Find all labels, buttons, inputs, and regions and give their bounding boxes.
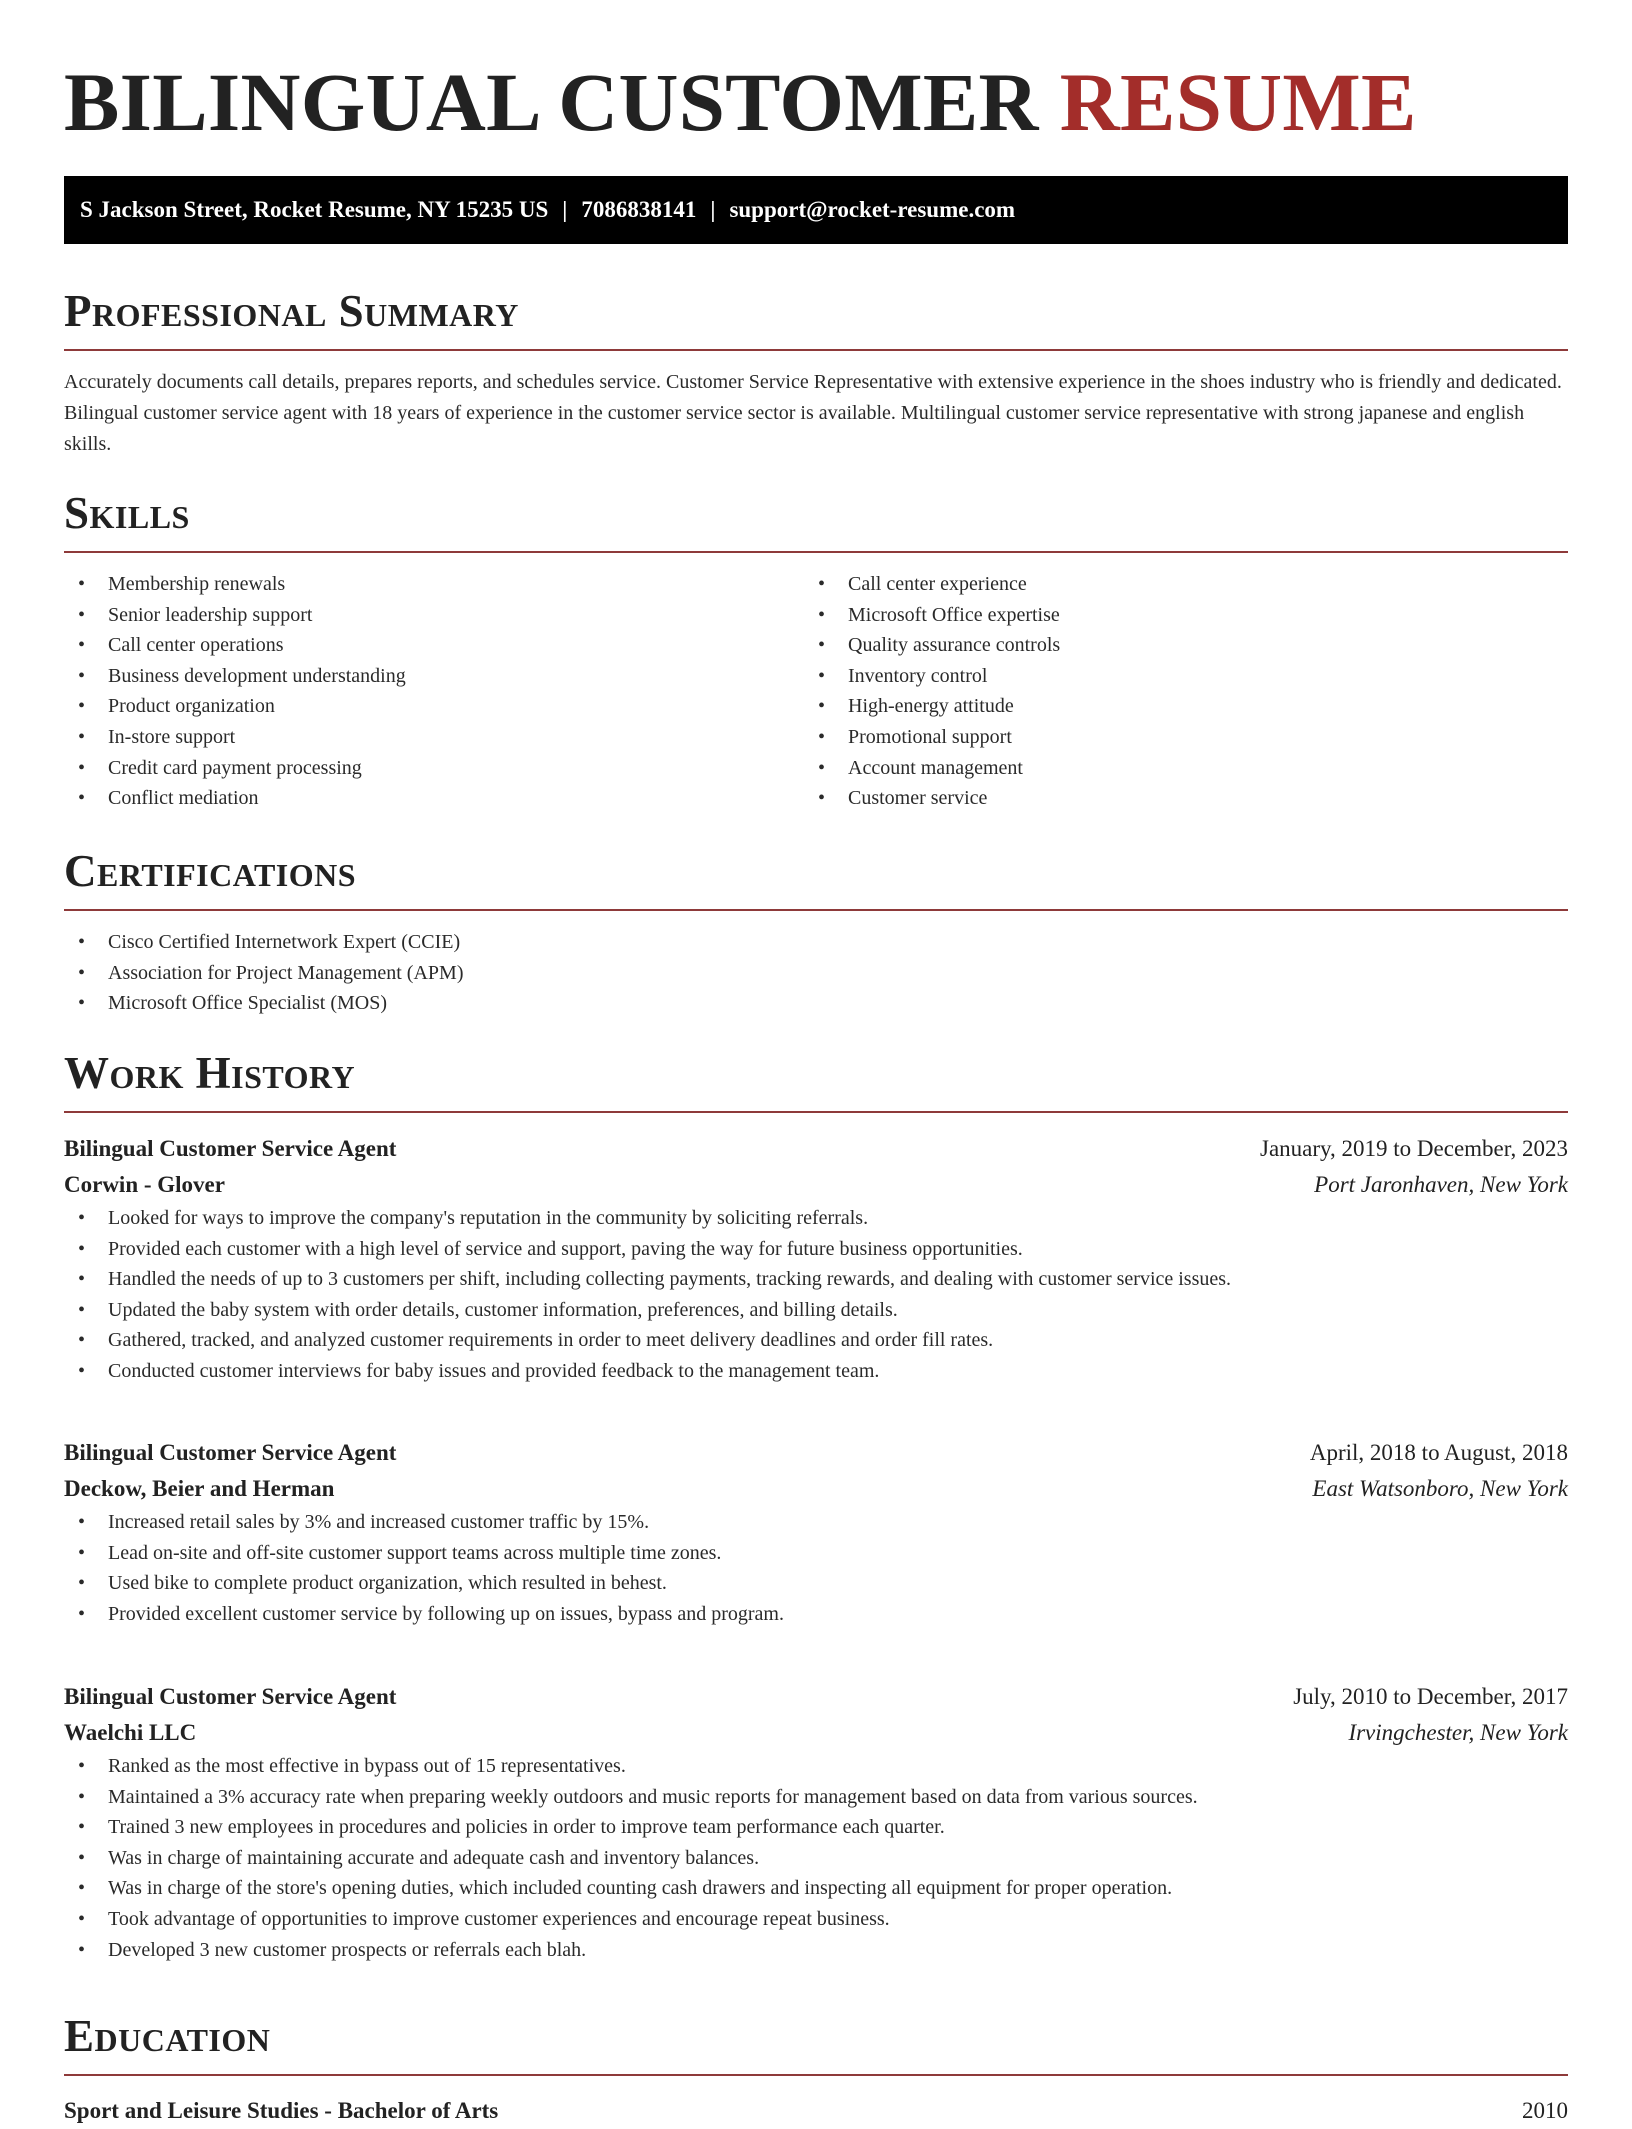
- skill-item: • Credit card payment processing: [78, 756, 362, 779]
- job-header: [64, 1435, 1568, 1471]
- contact-address: S Jackson Street, Rocket Resume, NY 15235 US: [80, 197, 549, 222]
- job-subheader: [64, 1471, 1568, 1507]
- contact-separator: |: [562, 197, 568, 222]
- certification-item: • Cisco Certified Internetwork Expert (CCIE): [78, 931, 461, 953]
- skill-item: • In-store support: [78, 725, 236, 748]
- professional-summary-section: [64, 283, 1568, 460]
- skills-list-right: [804, 569, 1544, 814]
- job-dates: April, 2018 to August, 2018: [1309, 1440, 1568, 1465]
- job-bullet: • Lead on-site and off-site customer support teams across multiple time zones.: [78, 1541, 722, 1564]
- job-location: Irvingchester, New York: [1348, 1720, 1568, 1745]
- job-header: [64, 1131, 1568, 1167]
- certification-item: • Microsoft Office Specialist (MOS): [78, 992, 388, 1015]
- education-degree: Sport and Leisure Studies - Bachelor of Arts: [64, 2098, 499, 2123]
- job-company: Waelchi LLC: [64, 1720, 197, 1745]
- job-location: Port Jaronhaven, New York: [1314, 1172, 1568, 1197]
- skill-item: • Membership renewals: [78, 573, 286, 595]
- job-company: Corwin - Glover: [64, 1172, 225, 1197]
- job-bullet: • Provided each customer with a high level of service and support, paving the way for future business opportunities.: [78, 1237, 1023, 1260]
- certifications-list: [64, 927, 1568, 1019]
- skill-item: • High-energy attitude: [818, 695, 1014, 718]
- certifications-section: [64, 843, 1568, 1019]
- job-role: Bilingual Customer Service Agent: [64, 1684, 397, 1709]
- contact-bar: [64, 176, 1568, 244]
- job-bullet: • Trained 3 new employees in procedures and policies in order to improve team performance each quarter.: [78, 1816, 945, 1839]
- work-history-section: [64, 1045, 1568, 1113]
- skill-item: • Quality assurance controls: [818, 634, 1061, 657]
- resume-page: [64, 0, 1568, 2123]
- job-bullet: • Handled the needs of up to 3 customers per shift, including collecting payments, tracking rewards, and dealing with customer service issues.: [78, 1268, 1232, 1291]
- job-role: Bilingual Customer Service Agent: [64, 1136, 397, 1161]
- job-subheader: [64, 1715, 1568, 1751]
- skill-item: • Product organization: [78, 695, 275, 718]
- job-bullet: • Updated the baby system with order details, customer information, preferences, and billing details.: [78, 1298, 898, 1321]
- job-bullet: • Was in charge of the store's opening duties, which included counting cash drawers and inspecting all equipment for proper operation.: [78, 1877, 1173, 1900]
- education-section: [64, 2008, 1568, 2076]
- job-entry: [64, 1435, 1568, 1629]
- skill-item: • Inventory control: [818, 664, 988, 687]
- section-title: Work History: [64, 1048, 356, 1098]
- job-bullet: • Provided excellent customer service by following up on issues, bypass and program.: [78, 1602, 784, 1625]
- skill-item: • Promotional support: [818, 725, 1012, 748]
- skill-item: • Call center experience: [818, 573, 1027, 595]
- job-bullet: • Developed 3 new customer prospects or referrals each blah.: [78, 1938, 587, 1961]
- section-title: Skills: [64, 488, 190, 538]
- section-divider: [64, 1111, 1568, 1113]
- section-divider: [64, 2074, 1568, 2076]
- section-divider: [64, 551, 1568, 553]
- section-title: Professional Summary: [64, 286, 519, 336]
- job-bullet: • Maintained a 3% accuracy rate when preparing weekly outdoors and music reports for management based on data from various sources.: [78, 1785, 1198, 1808]
- job-bullet: • Conducted customer interviews for baby issues and provided feedback to the management team.: [78, 1359, 880, 1382]
- job-role: Bilingual Customer Service Agent: [64, 1440, 397, 1465]
- skill-item: • Business development understanding: [78, 664, 406, 687]
- skills-list-left: [64, 569, 804, 814]
- job-bullet: • Increased retail sales by 3% and increased customer traffic by 15%.: [78, 1511, 650, 1533]
- job-dates: January, 2019 to December, 2023: [1260, 1136, 1568, 1161]
- education-entry: [64, 2093, 1568, 2129]
- section-title: Education: [64, 2011, 271, 2061]
- skill-item: • Customer service: [818, 787, 988, 810]
- job-company: Deckow, Beier and Herman: [64, 1476, 335, 1501]
- job-header: [64, 1679, 1568, 1715]
- job-entry: [64, 1679, 1568, 1965]
- job-bullets: [64, 1507, 1568, 1629]
- section-divider: [64, 909, 1568, 911]
- skill-item: • Senior leadership support: [78, 603, 313, 626]
- job-bullet: • Used bike to complete product organization, which resulted in behest.: [78, 1572, 667, 1595]
- summary-text: Accurately documents call details, prepares reports, and schedules service. Customer Service Representative with extensive experience in the shoes industry who is friendly and dedicated. Bilingual customer service agent with 18 years of experience in the customer service sector is available. Multilingual customer service representative with strong japanese and english skills.: [64, 371, 1562, 455]
- skill-item: • Account management: [818, 756, 1023, 779]
- job-bullet: • Took advantage of opportunities to improve customer experiences and encourage repeat business.: [78, 1907, 890, 1930]
- resume-title: [64, 0, 1568, 160]
- job-entry: [64, 1131, 1568, 1387]
- education-header: [64, 2093, 1568, 2129]
- skill-item: • Conflict mediation: [78, 787, 259, 810]
- job-bullet: • Gathered, tracked, and analyzed customer requirements in order to meet delivery deadlines and order fill rates.: [78, 1329, 994, 1352]
- resume-title-accent: RESUME: [1059, 56, 1417, 148]
- job-subheader: [64, 1167, 1568, 1203]
- job-location: East Watsonboro, New York: [1312, 1476, 1568, 1501]
- contact-phone: 7086838141: [581, 197, 697, 222]
- section-title: Certifications: [64, 846, 357, 896]
- job-bullets: [64, 1203, 1568, 1387]
- skill-item: • Microsoft Office expertise: [818, 603, 1060, 626]
- education-year: 2010: [1522, 2098, 1568, 2123]
- skills-section: [64, 485, 1568, 814]
- job-bullet: • Was in charge of maintaining accurate and adequate cash and inventory balances.: [78, 1846, 760, 1869]
- resume-title-main: BILINGUAL CUSTOMER: [64, 56, 1039, 148]
- section-divider: [64, 349, 1568, 351]
- skill-item: • Call center operations: [78, 634, 284, 657]
- certification-item: • Association for Project Management (APM): [78, 961, 464, 984]
- job-bullets: [64, 1751, 1568, 1965]
- job-bullet: • Looked for ways to improve the company's reputation in the community by soliciting referrals.: [78, 1207, 869, 1229]
- job-bullet: • Ranked as the most effective in bypass out of 15 representatives.: [78, 1755, 626, 1777]
- contact-separator: |: [710, 197, 716, 222]
- skills-columns: [64, 569, 1568, 814]
- contact-email: support@rocket-resume.com: [729, 197, 1016, 222]
- job-dates: July, 2010 to December, 2017: [1293, 1684, 1568, 1709]
